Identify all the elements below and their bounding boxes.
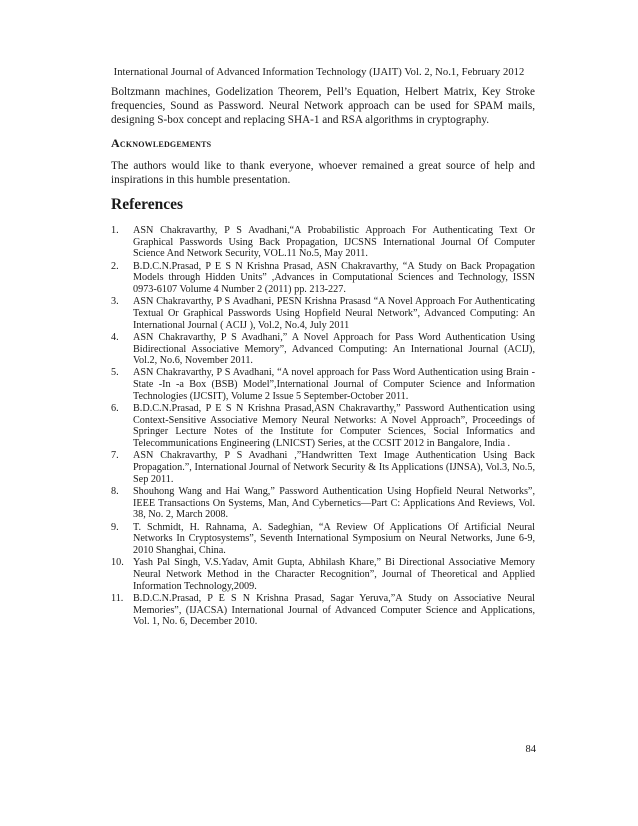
acknowledgements-paragraph: The authors would like to thank everyone, whoever remained a great source of help and inspirations in this humble presentation.: [111, 160, 535, 187]
reference-item: [111, 296, 535, 331]
reference-text: Shouhong Wang and Hai Wang,” Password Authentication Using Hopfield Neural Networks”, IEEE Transactions On Systems, Man, And Cybernetics—Part C: Applications And Reviews, Vol. 38, No. 2, March 2008.: [133, 485, 535, 521]
reference-text: T. Schmidt, H. Rahnama, A. Sadeghian, “A Review Of Applications Of Artificial Neural Networks In Cryptosystems”, Seventh International Symposium on Neural Networks, June 6-9, 2010 Shanghai, China.: [133, 521, 535, 556]
reference-text: B.D.C.N.Prasad, P E S N Krishna Prasad,ASN Chakravarthy,” Password Authentication using Context-Sensitive Associative Memory Neural Networks: A Novel Approach”, Proceedings of Springer Lecture Notes of the Institute for Computer Sciences, Social Informatics and Telecommunications Engineering (LNICST) Series, at the CCSIT 2012 in Bangalore, India .: [133, 403, 535, 450]
reference-item: [111, 593, 535, 628]
reference-item: [111, 522, 535, 557]
reference-item: [111, 367, 535, 402]
reference-number: 1.: [111, 225, 119, 236]
reference-text: Yash Pal Singh, V.S.Yadav, Amit Gupta, Abhilash Khare,” Bi Directional Associative Memory Neural Network Method in the Character Recognition”, Journal of Theoretical and Applied Information Technology,2009.: [133, 557, 535, 592]
reference-item: [111, 450, 535, 485]
page-number: 84: [525, 744, 536, 755]
reference-text: B.D.C.N.Prasad, P E S N Krishna Prasad, Sagar Yeruva,”A Study on Associative Neural Memories”, (IJACSA) International Journal of Advanced Computer Science and Applications, Vol. 1, No. 6, December 2010.: [133, 592, 535, 628]
intro-paragraph: Boltzmann machines, Godelization Theorem, Pell’s Equation, Helbert Matrix, Key Stroke frequencies, Sound as Password. Neural Network approach can be used for SPAM mails, designing S-box concept and replacing SHA-1 and RSA algorithms in cryptography.: [111, 86, 535, 127]
reference-text: ASN Chakravarthy, P S Avadhani ,”Handwritten Text Image Authentication Using Back Propagation.”, International Journal of Network Security & Its Applications (IJNSA), Vol.3, No.5, Sep 2011.: [133, 450, 535, 485]
references-list: [111, 225, 535, 628]
reference-number: 2.: [111, 260, 119, 272]
reference-text: B.D.C.N.Prasad, P E S N Krishna Prasad, ASN Chakravarthy, “A Study on Back Propagation Models through Hidden Units” ,Advances in Computational Sciences and Technology, ISSN 0973-6107 Volume 4 Number 2 (2011) pp. 213-227.: [133, 260, 535, 296]
reference-number: 4.: [111, 331, 119, 343]
reference-number: 6.: [111, 403, 119, 415]
reference-text: ASN Chakravarthy, P S Avadhani, PESN Krishna Prasasd “A Novel Approach For Authenticating Textual Or Graphical Passwords Using Hopfield Neural Network”, Advanced Computing: An International Journal ( ACIJ ), Vol.2, No.4, July 2011: [133, 296, 535, 331]
reference-number: 5.: [111, 367, 119, 379]
reference-item: [111, 332, 535, 367]
reference-text: ASN Chakravarthy, P S Avadhani, “A novel approach for Pass Word Authentication using Brain -State -In -a Box (BSB) Model”,International Journal of Computer Science and Information Technologies (IJCSIT), Volume 2 Issue 5 September-October 2011.: [133, 367, 535, 402]
reference-number: 11.: [111, 592, 124, 604]
reference-number: 9.: [111, 521, 119, 533]
reference-item: [111, 557, 535, 592]
reference-item: [111, 225, 535, 260]
references-heading: References: [111, 196, 184, 213]
reference-number: 7.: [111, 450, 119, 462]
running-head: International Journal of Advanced Information Technology (IJAIT) Vol. 2, No.1, February 2012: [113, 67, 525, 78]
reference-number: 3.: [111, 296, 119, 308]
reference-item: [111, 403, 535, 450]
reference-number: 10.: [111, 557, 124, 569]
reference-text: ASN Chakravarthy, P S Avadhani,” A Novel Approach for Pass Word Authentication Using Bidirectional Associative Memory”, Advanced Computing: An International Journal (ACIJ), Vol.2, No.6, November 2011.: [133, 331, 535, 367]
reference-text: ASN Chakravarthy, P S Avadhani,“A Probabilistic Approach For Authenticating Text Or Graphical Passwords Using Back Propagation, IJCSNS International Journal Of Computer Science And Network Security, VOL.11 No.5, May 2011.: [133, 225, 535, 260]
reference-number: 8.: [111, 485, 119, 497]
reference-item: [111, 486, 535, 521]
acknowledgements-heading: Acknowledgements: [111, 136, 212, 150]
reference-item: [111, 261, 535, 296]
